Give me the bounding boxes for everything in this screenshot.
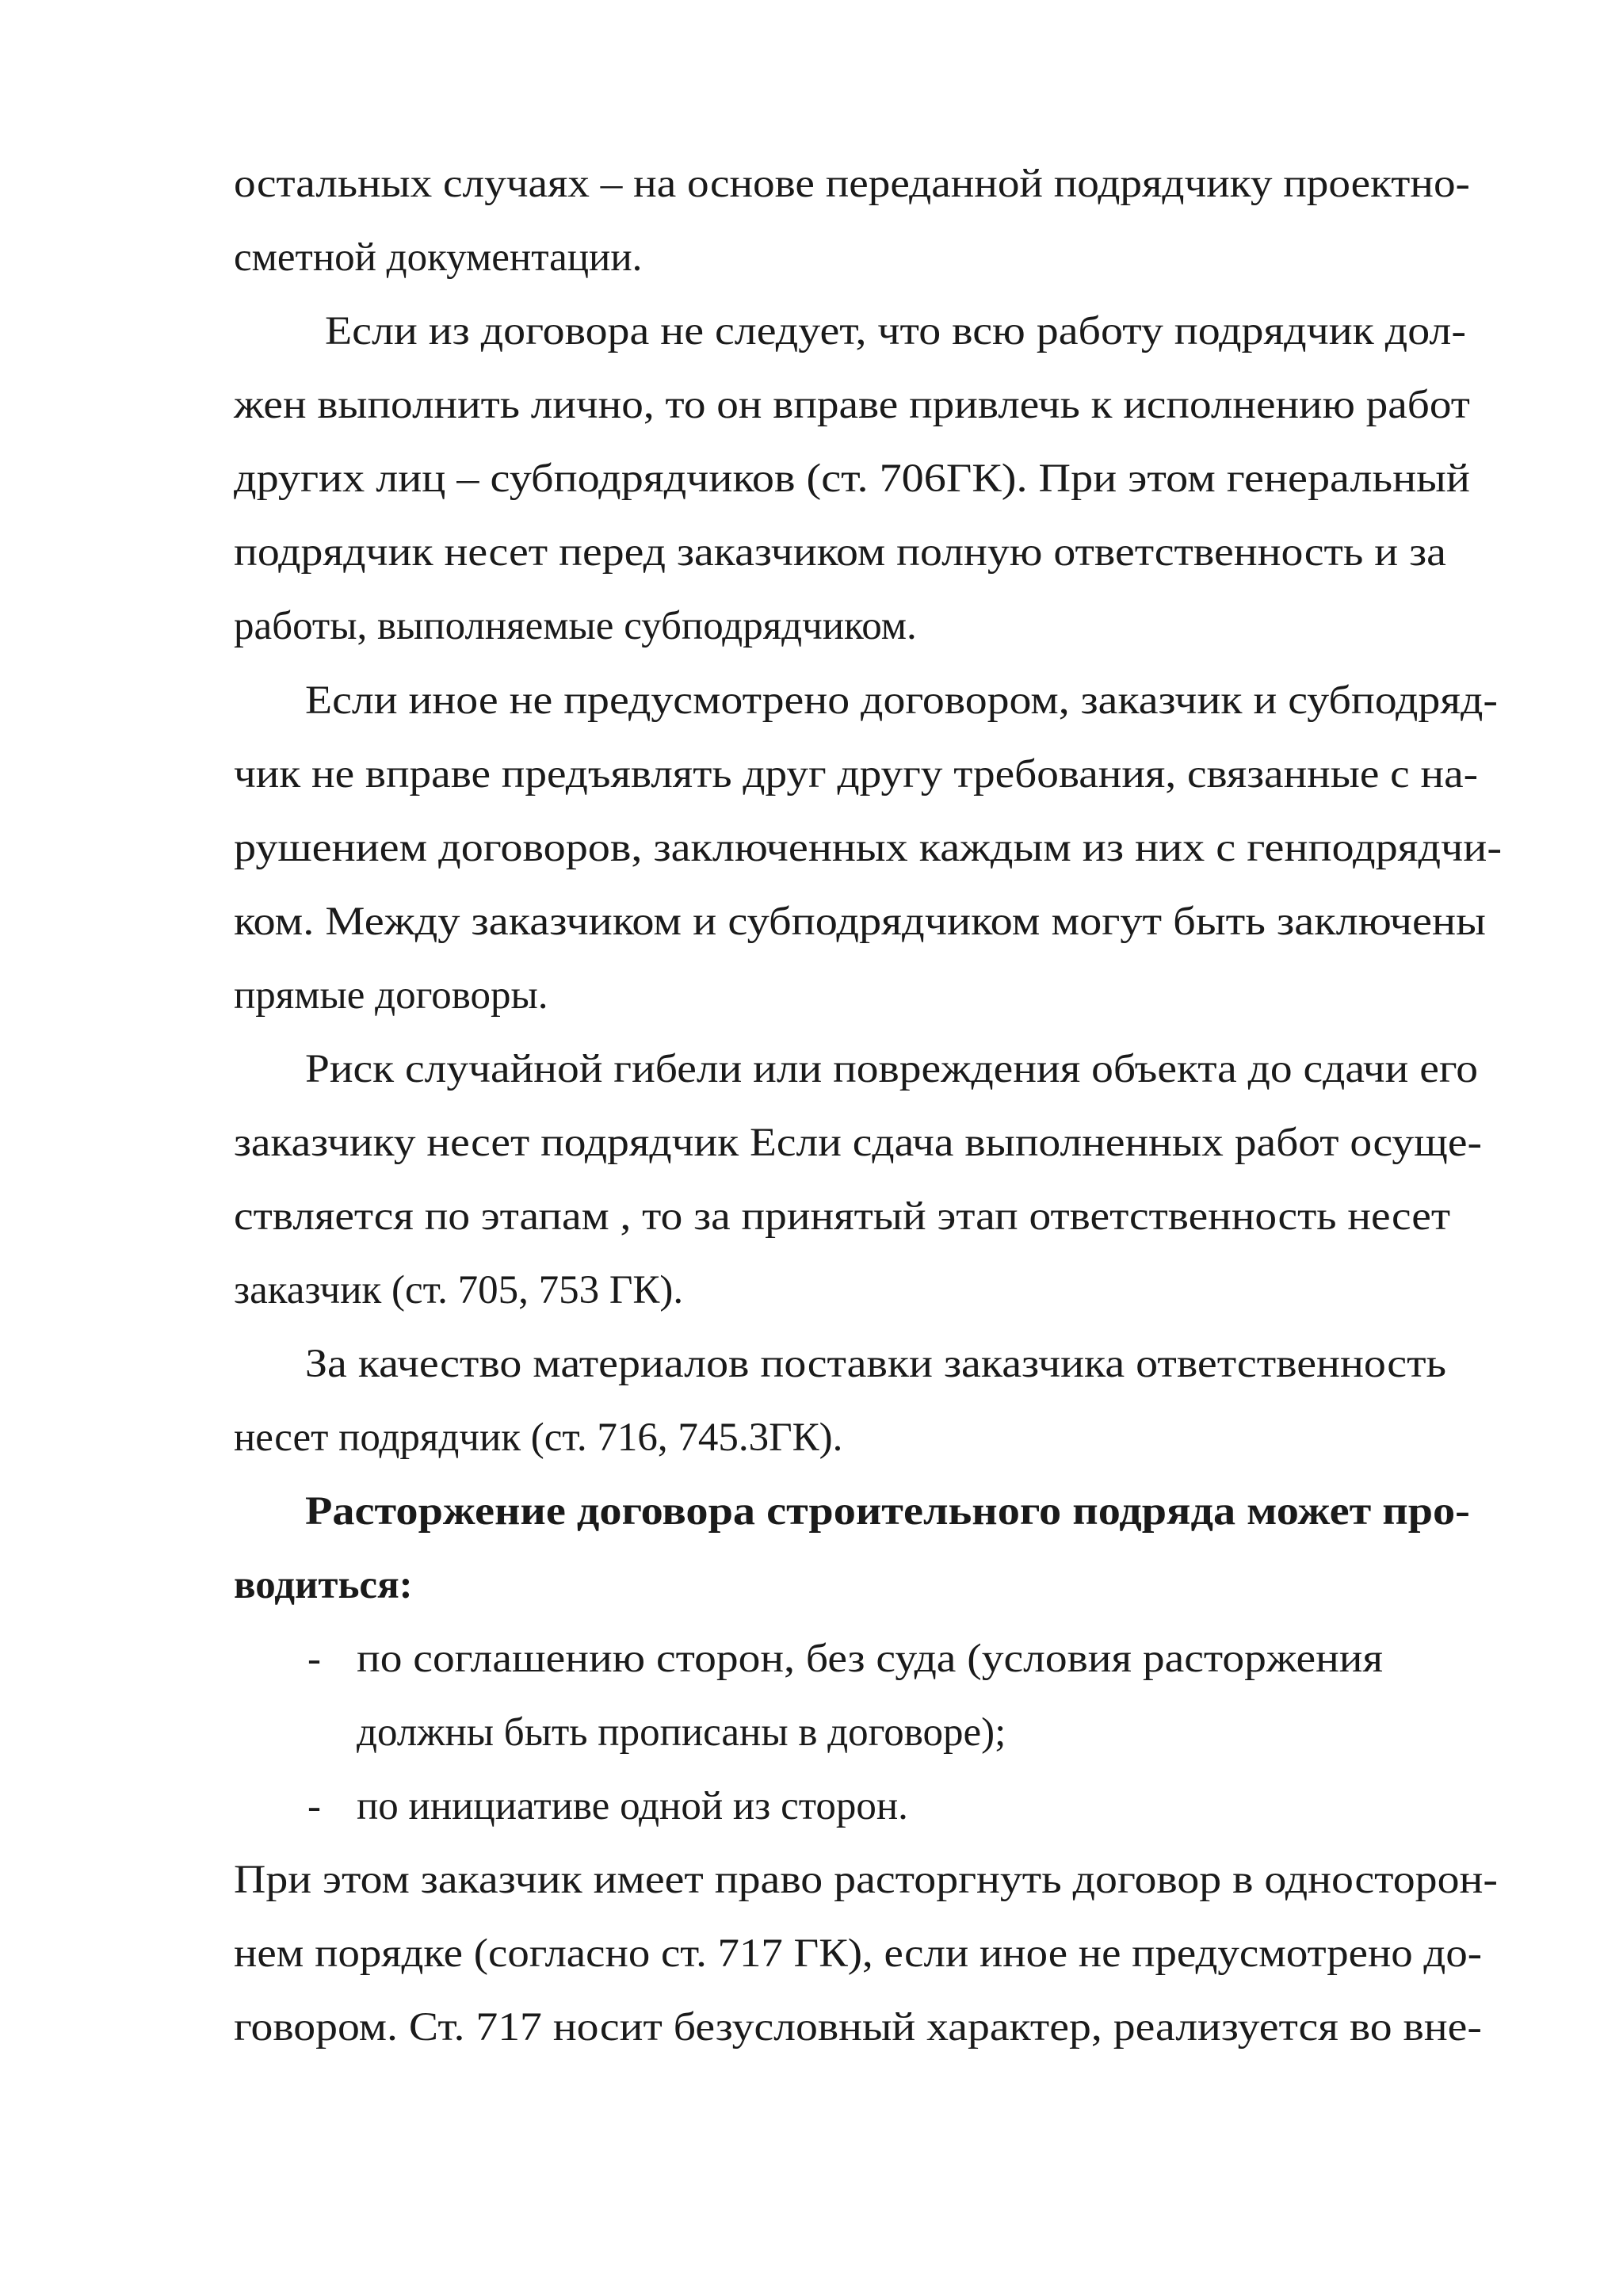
list-bullet: - (307, 1784, 321, 1828)
list-item-text-line: по соглашению сторон, без суда (условия расторжения (357, 1637, 1384, 1681)
text-line: ком. Между заказчиком и субподрядчиком могут быть заключены (234, 900, 1486, 944)
text-line: ствляется по этапам , то за принятый этап ответственность несет (234, 1194, 1451, 1239)
text-line: рушением договоров, заключенных каждым из них с генподрядчи- (234, 826, 1503, 870)
text-line: заказчику несет подрядчик Если сдача выполненных работ осуще- (234, 1121, 1482, 1165)
list-item-text-line: по инициативе одной из сторон. (357, 1784, 908, 1828)
section-heading-line: Расторжение договора строительного подряда может про- (305, 1489, 1470, 1534)
list-bullet: - (307, 1637, 321, 1681)
text-line: При этом заказчик имеет право расторгнуть договор в односторон- (234, 1858, 1498, 1902)
text-line: прямые договоры. (234, 973, 548, 1018)
text-line: остальных случаях – на основе переданной подрядчику проектно- (234, 162, 1470, 206)
list-item-text-line: должны быть прописаны в договоре); (357, 1710, 1006, 1755)
text-line: говором. Ст. 717 носит безусловный характер, реализуется во вне- (234, 2005, 1482, 2050)
text-line: Риск случайной гибели или повреждения объекта до сдачи его (305, 1047, 1479, 1091)
text-line: Если из договора не следует, что всю работу подрядчик дол- (325, 309, 1466, 353)
text-line: заказчик (ст. 705, 753 ГК). (234, 1268, 684, 1312)
text-line: работы, выполняемые субподрядчиком. (234, 604, 917, 648)
text-line: подрядчик несет перед заказчиком полную ответственность и за (234, 530, 1446, 575)
text-line: чик не вправе предъявлять друг другу требования, связанные с на- (234, 752, 1479, 797)
text-line: За качество материалов поставки заказчика ответственность (305, 1342, 1447, 1386)
text-line: Если иное не предусмотрено договором, заказчик и субподряд- (305, 678, 1499, 723)
text-line: нем порядке (согласно ст. 717 ГК), если иное не предусмотрено до- (234, 1931, 1483, 1976)
text-line: несет подрядчик (ст. 716, 745.3ГК). (234, 1415, 843, 1460)
text-line: жен выполнить лично, то он вправе привлечь к исполнению работ (234, 383, 1470, 427)
text-line: других лиц – субподрядчиков (ст. 706ГК). При этом генеральный (234, 457, 1470, 501)
text-line: сметной документации. (234, 235, 643, 280)
section-heading-line: водиться: (234, 1563, 413, 1607)
